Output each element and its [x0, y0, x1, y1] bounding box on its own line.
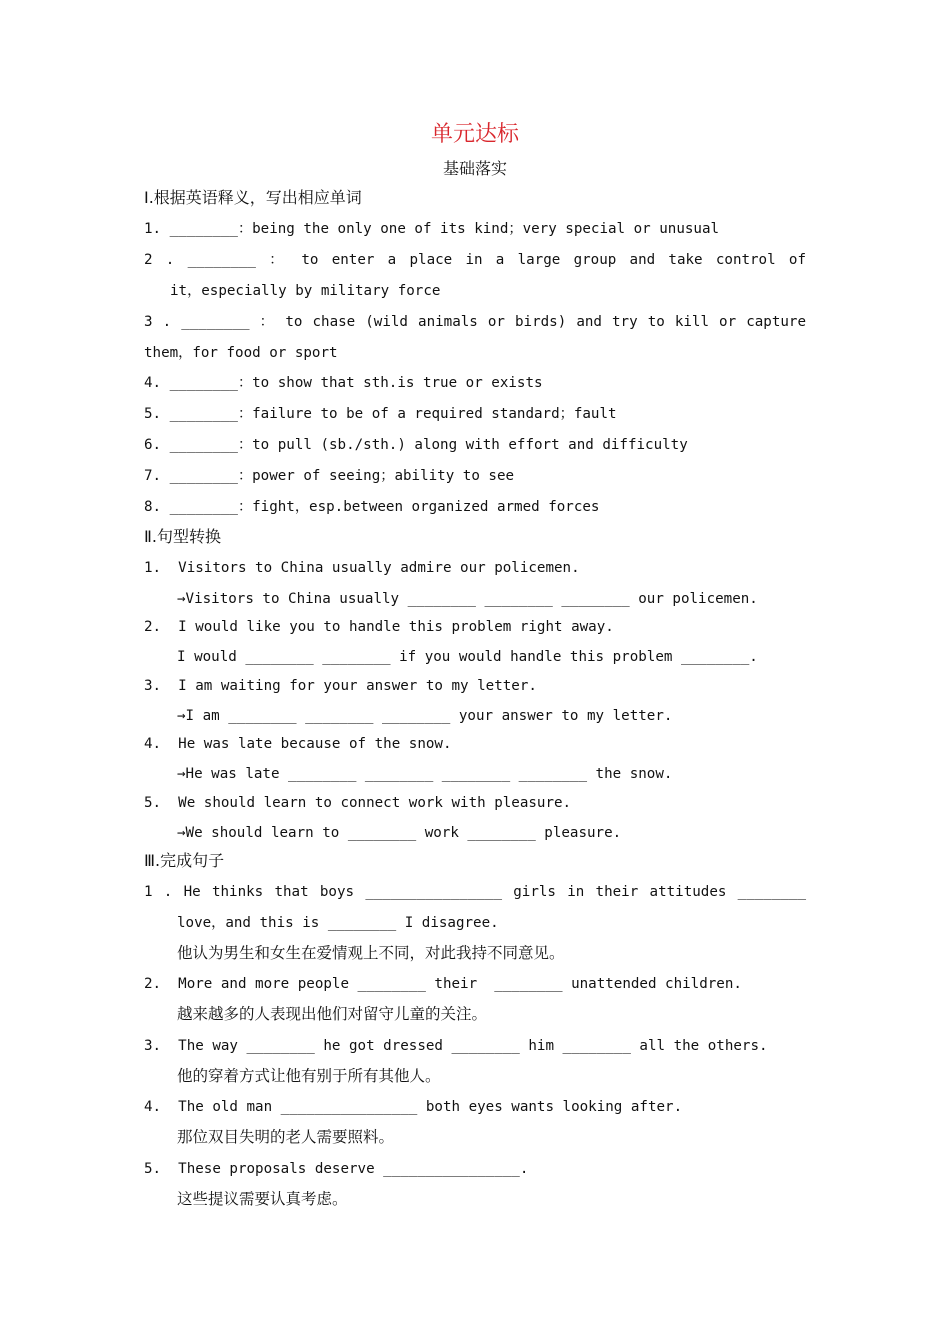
- section3-item-2: 2. More and more people ________ their ________ unattended children.: [144, 976, 742, 992]
- section1-item-1: 1. ________：being the only one of its kind；very special or unusual: [144, 221, 720, 237]
- section1-item-3-cont: them，for food or sport: [144, 345, 338, 361]
- section3-item-3: 3. The way ________ he got dressed ________ him ________ all the others.: [144, 1038, 768, 1054]
- section3-item-4: 4. The old man ________________ both eyes wants looking after.: [144, 1099, 683, 1115]
- section1-item-6: 6. ________：to pull (sb./sth.) along with effort and difficulty: [144, 437, 688, 453]
- section3-item-4-translation: 那位双目失明的老人需要照料。: [177, 1128, 395, 1146]
- section2-item-5: 5. We should learn to connect work with pleasure.: [144, 795, 572, 811]
- section2-item-2-answer: I would ________ ________ if you would handle this problem ________.: [177, 649, 758, 665]
- section1-item-2-cont: it，especially by military force: [170, 283, 441, 299]
- section2-item-4: 4. He was late because of the snow.: [144, 736, 452, 752]
- section1-item-3: 3 . ________ ： to chase (wild animals or birds) and try to kill or capture: [144, 314, 806, 330]
- section1-heading: Ⅰ.根据英语释义，写出相应单词: [144, 188, 362, 207]
- section2-item-5-answer: →We should learn to ________ work ________ pleasure.: [177, 825, 622, 841]
- section2-item-2: 2. I would like you to handle this problem right away.: [144, 619, 614, 635]
- section2-item-1-answer: →Visitors to China usually ________ ________ ________ our policemen.: [177, 591, 758, 607]
- section3-item-2-translation: 越来越多的人表现出他们对留守儿童的关注。: [177, 1005, 488, 1023]
- section1-item-5: 5. ________：failure to be of a required standard；fault: [144, 406, 617, 422]
- section3-item-5: 5. These proposals deserve ________________.: [144, 1161, 529, 1177]
- section1-item-7: 7. ________：power of seeing；ability to see: [144, 468, 515, 484]
- section1-item-8: 8. ________：fight，esp.between organized armed forces: [144, 499, 600, 515]
- section1-item-4: 4. ________：to show that sth.is true or exists: [144, 375, 543, 391]
- page-subtitle: 基础落实: [442, 159, 507, 178]
- section3-item-5-translation: 这些提议需要认真考虑。: [177, 1190, 348, 1208]
- section3-item-1-cont: love，and this is ________ I disagree.: [177, 915, 499, 931]
- section3-item-1: 1 . He thinks that boys ________________ girls in their attitudes ________: [144, 884, 806, 900]
- section2-item-3: 3. I am waiting for your answer to my letter.: [144, 678, 537, 694]
- page-title: 单元达标: [430, 122, 519, 147]
- section3-item-1-translation: 他认为男生和女生在爱情观上不同，对此我持不同意见。: [177, 944, 565, 962]
- section3-heading: Ⅲ.完成句子: [144, 851, 225, 870]
- section2-item-4-answer: →He was late ________ ________ ________ ________ the snow.: [177, 766, 673, 782]
- section1-item-2: 2 . ________ ： to enter a place in a large group and take control of: [144, 252, 806, 268]
- section3-item-3-translation: 他的穿着方式让他有别于所有其他人。: [177, 1067, 441, 1085]
- section2-heading: Ⅱ.句型转换: [144, 527, 221, 546]
- section2-item-3-answer: →I am ________ ________ ________ your answer to my letter.: [177, 708, 673, 724]
- section2-item-1: 1. Visitors to China usually admire our policemen.: [144, 560, 580, 576]
